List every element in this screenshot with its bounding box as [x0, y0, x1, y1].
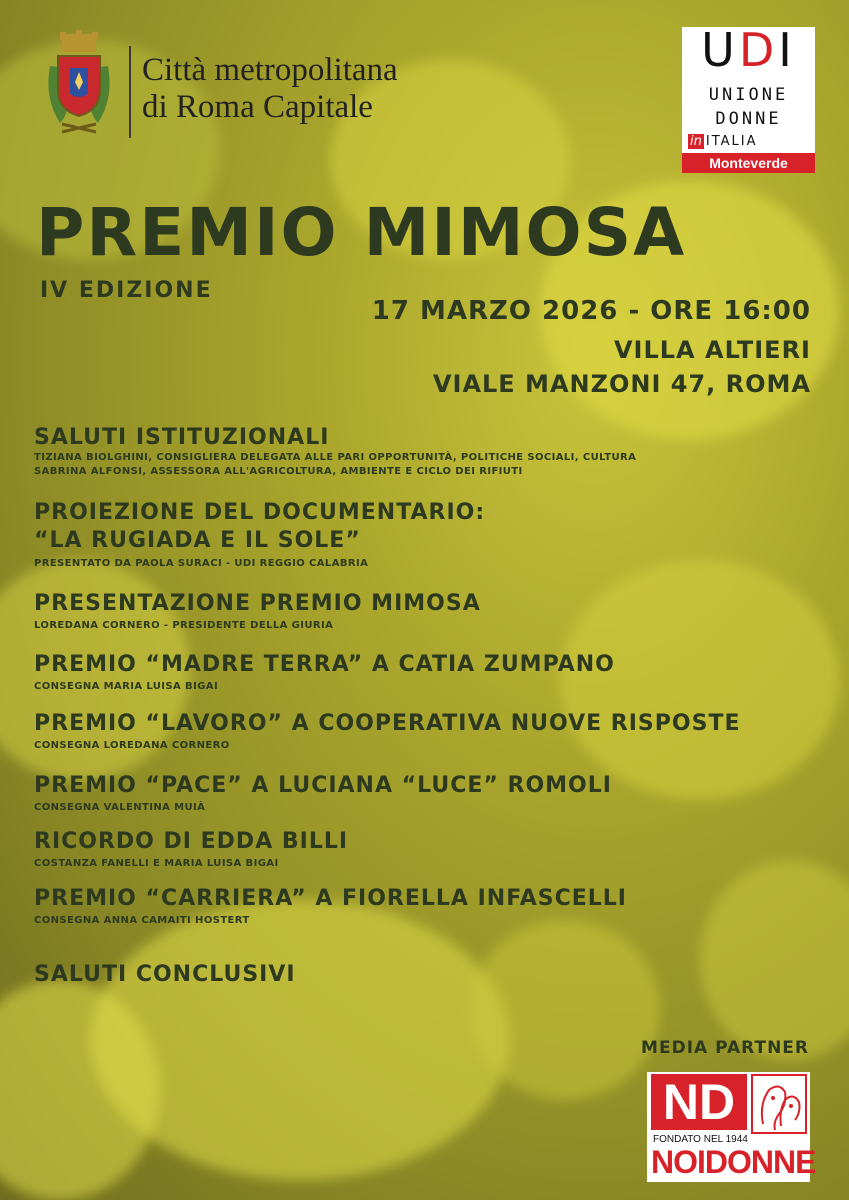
- noidonne-initials: ND: [651, 1074, 747, 1130]
- program-item-title: PREMIO “MADRE TERRA” A CATIA ZUMPANO: [34, 652, 615, 677]
- program-item-subtitle: CONSEGNA ANNA CAMAITI HOSTERT: [34, 915, 250, 926]
- udi-letter-u: U: [701, 23, 739, 77]
- program-item-subtitle: SABRINA ALFONSI, ASSESSORA ALL'AGRICOLTURA, AMBIENTE E CICLO DEI RIFIUTI: [34, 466, 523, 477]
- udi-italia: ITALIA: [705, 134, 758, 149]
- organization-line-2: di Roma Capitale: [142, 89, 373, 125]
- event-venue: VILLA ALTIERI: [613, 336, 811, 364]
- noidonne-faces-icon: [751, 1074, 807, 1134]
- event-edition: IV EDIZIONE: [40, 278, 213, 303]
- program-item-subtitle: CONSEGNA LOREDANA CORNERO: [34, 740, 230, 751]
- program-item-subtitle: LOREDANA CORNERO - PRESIDENTE DELLA GIURIA: [34, 620, 334, 631]
- event-date-time: 17 MARZO 2026 - ORE 16:00: [371, 296, 811, 326]
- program-item-subtitle: PRESENTATO DA PAOLA SURACI - UDI REGGIO CALABRIA: [34, 558, 369, 569]
- program-item-title: PREMIO “LAVORO” A COOPERATIVA NUOVE RISPOSTE: [34, 711, 741, 736]
- noidonne-founded: FONDATO NEL 1944: [653, 1134, 748, 1145]
- program-item-title: PREMIO “CARRIERA” A FIORELLA INFASCELLI: [34, 886, 627, 911]
- program-item-title: SALUTI CONCLUSIVI: [34, 962, 296, 987]
- udi-italia-bar: [688, 133, 809, 151]
- udi-monteverde: Monteverde: [682, 153, 815, 173]
- program-item-subtitle: TIZIANA BIOLGHINI, CONSIGLIERA DELEGATA ALLE PARI OPPORTUNITÀ, POLITICHE SOCIALI, CULTURA: [34, 452, 637, 463]
- organization-line-1: Città metropolitana: [142, 52, 398, 88]
- header-divider: [129, 46, 131, 138]
- event-title: PREMIO MIMOSA: [36, 194, 687, 271]
- program-item-title: PRESENTAZIONE PREMIO MIMOSA: [34, 591, 481, 616]
- program-item-title: RICORDO DI EDDA BILLI: [34, 829, 349, 854]
- udi-line-2: DONNE: [715, 109, 782, 129]
- program-item-subtitle: CONSEGNA VALENTINA MUIÀ: [34, 802, 206, 813]
- udi-letter-i: I: [778, 23, 796, 77]
- noidonne-logo: [647, 1072, 816, 1182]
- program-item-title: SALUTI ISTITUZIONALI: [34, 425, 330, 450]
- program-item-title: PREMIO “PACE” A LUCIANA “LUCE” ROMOLI: [34, 773, 612, 798]
- noidonne-name: NOIDONNE: [651, 1144, 816, 1180]
- event-address: VIALE MANZONI 47, ROMA: [432, 370, 811, 398]
- udi-line-1: UNIONE: [708, 85, 789, 105]
- program-item-title: PROIEZIONE DEL DOCUMENTARIO:: [34, 500, 486, 525]
- program-item-subtitle: CONSEGNA MARIA LUISA BIGAI: [34, 681, 219, 692]
- program-item-title-line-2: “LA RUGIADA E IL SOLE”: [34, 528, 361, 553]
- media-partner-label: MEDIA PARTNER: [641, 1038, 809, 1058]
- udi-logo: [682, 23, 815, 173]
- program-item-subtitle: COSTANZA FANELLI E MARIA LUISA BIGAI: [34, 858, 279, 869]
- udi-in: in: [690, 134, 702, 149]
- udi-letter-d: D: [738, 23, 779, 77]
- organization-name: [142, 52, 398, 126]
- city-crest-logo: [40, 28, 118, 138]
